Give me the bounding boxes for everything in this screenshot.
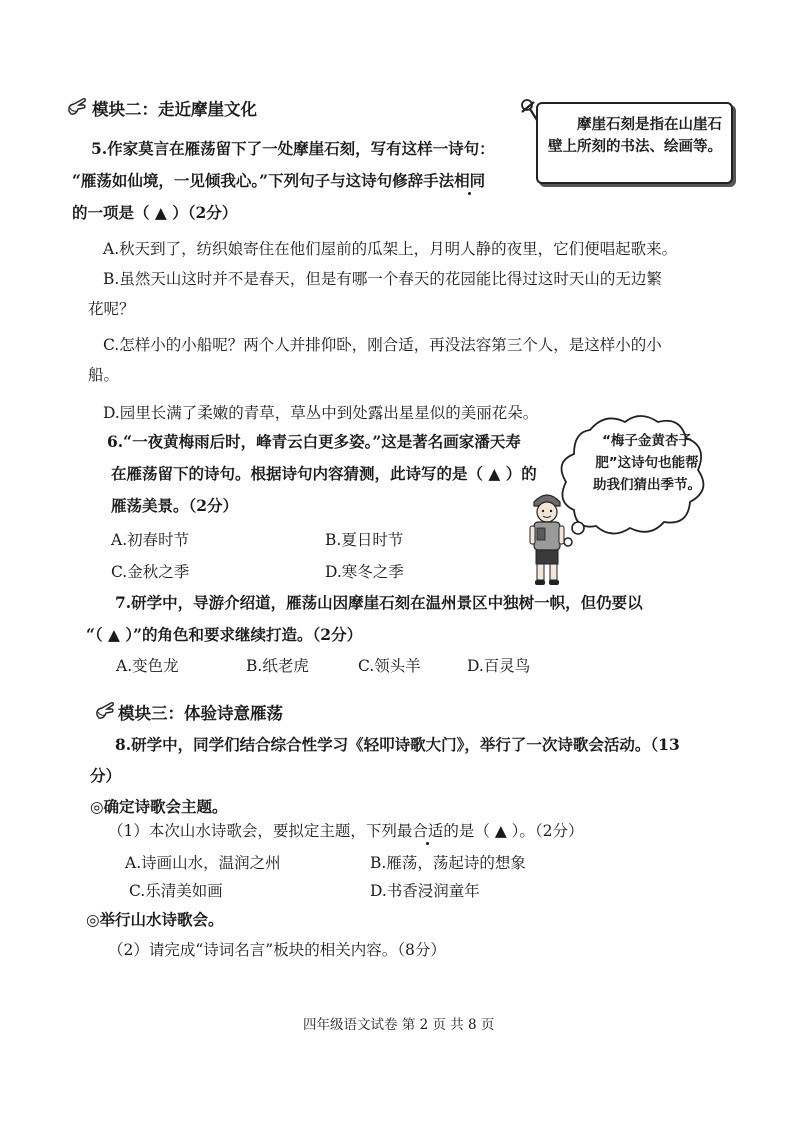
- q5-stem-line3: 的一项是（ ▲ ）（2分）: [72, 203, 238, 222]
- q7-stem-line2: “（ ▲ ）”的角色和要求继续打造。（2分）: [86, 625, 363, 644]
- q8-sub2: （2）请完成“诗词名言”板块的相关内容。（8分）: [108, 941, 446, 959]
- q8-section-theme: ◎确定诗歌会主题。: [90, 797, 228, 816]
- q8-section-event: ◎举行山水诗歌会。: [86, 910, 224, 929]
- q6-stem-line2: 在雁荡留下的诗句。根据诗句内容猜测，此诗写的是（ ▲ ）的: [111, 464, 537, 483]
- q5-option-b-line1: B.虽然天山这时并不是春天，但是有哪一个春天的花园能比得过这时天山的无边繁: [103, 270, 662, 288]
- q5-emphasis-word: [454, 171, 485, 190]
- q7-option-a: A.变色龙: [116, 657, 179, 675]
- q5-option-a: A.秋天到了，纺织娘寄住在他们屋前的瓜架上，月明人静的夜里，它们便唱起歌来。: [103, 240, 678, 258]
- q8-option-a: A.诗画山水，温润之州: [125, 854, 281, 872]
- q8-stem-line1: 8.研学中，同学们结合综合性学习《轻叩诗歌大门》，举行了一次诗歌会活动。（13: [115, 735, 680, 754]
- q7-option-c: C.领头羊: [358, 657, 421, 675]
- hand-pointer-icon-2: [94, 699, 116, 721]
- q5-option-d: D.园里长满了柔嫩的青草，草丛中到处露出星星似的美丽花朵。: [103, 404, 539, 422]
- q6-option-d: D.寒冬之季: [325, 563, 404, 581]
- q8-stem-line2: 分）: [90, 766, 122, 785]
- q5-option-b-line2: 花呢？: [88, 300, 135, 318]
- page-footer: 四年级语文试卷 第 2 页 共 8 页: [303, 1017, 495, 1033]
- child-figure-icon: [522, 488, 572, 588]
- q8-sub1: [108, 821, 584, 841]
- q6-option-b: B.夏日时节: [325, 531, 404, 549]
- q5-stem-line1: 5.作家莫言在雁荡留下了一处摩崖石刻，写有这样一诗句：: [91, 139, 495, 158]
- q7-option-d: D.百灵鸟: [467, 657, 531, 675]
- note-box-text: 摩崖石刻是指在山崖石壁上所刻的书法、绘画等。: [548, 117, 722, 155]
- q8-sub1-text-c: 的是（ ▲ ）。（2分）: [443, 822, 584, 840]
- note-box: [536, 102, 733, 184]
- q5-stem-line2: [72, 171, 485, 191]
- q5-stem-line2-text: “雁荡如仙境，一见倾我心。”下列句子与这诗句修辞手法: [72, 171, 455, 190]
- q5-option-c-line2: 船。: [88, 366, 120, 384]
- q5-option-c-line1: C.怎样小的小船呢？两个人并排仰卧，刚合适，再没法容第三个人，是这样小的小: [103, 336, 662, 354]
- module-three-title: 模块三：体验诗意雁荡: [118, 704, 283, 723]
- q8-emphasis-text: 合适: [412, 822, 444, 840]
- q8-option-b: B.雁荡，荡起诗的想象: [370, 854, 526, 872]
- q8-option-c: C.乐清美如画: [129, 882, 223, 900]
- q5-emphasis-text: 相同: [454, 171, 486, 190]
- q6-stem-line1: 6.“一夜黄梅雨后时，峰青云白更多姿。”这是著名画家潘天寿: [107, 432, 521, 451]
- q8-option-d: D.书香浸润童年: [370, 882, 480, 900]
- module-two-title: 模块二：走近摩崖文化: [92, 100, 257, 119]
- thought-cloud-text: “梅子金黄杏子肥”这诗句也能帮助我们猜出季节。: [593, 433, 701, 493]
- hand-pointer-icon: [66, 95, 88, 117]
- q6-option-c: C.金秋之季: [111, 563, 190, 581]
- q6-option-a: A.初春时节: [111, 531, 190, 549]
- q7-option-b: B.纸老虎: [246, 657, 309, 675]
- q8-emphasis-word: [412, 822, 443, 840]
- q6-stem-line3: 雁荡美景。（2分）: [111, 496, 239, 515]
- q7-stem-line1: 7.研学中，导游介绍道，雁荡山因摩崖石刻在温州景区中独树一帜，但仍要以: [115, 593, 643, 612]
- q8-sub1-text-a: （1）本次山水诗歌会，要拟定主题，下列最: [108, 822, 413, 840]
